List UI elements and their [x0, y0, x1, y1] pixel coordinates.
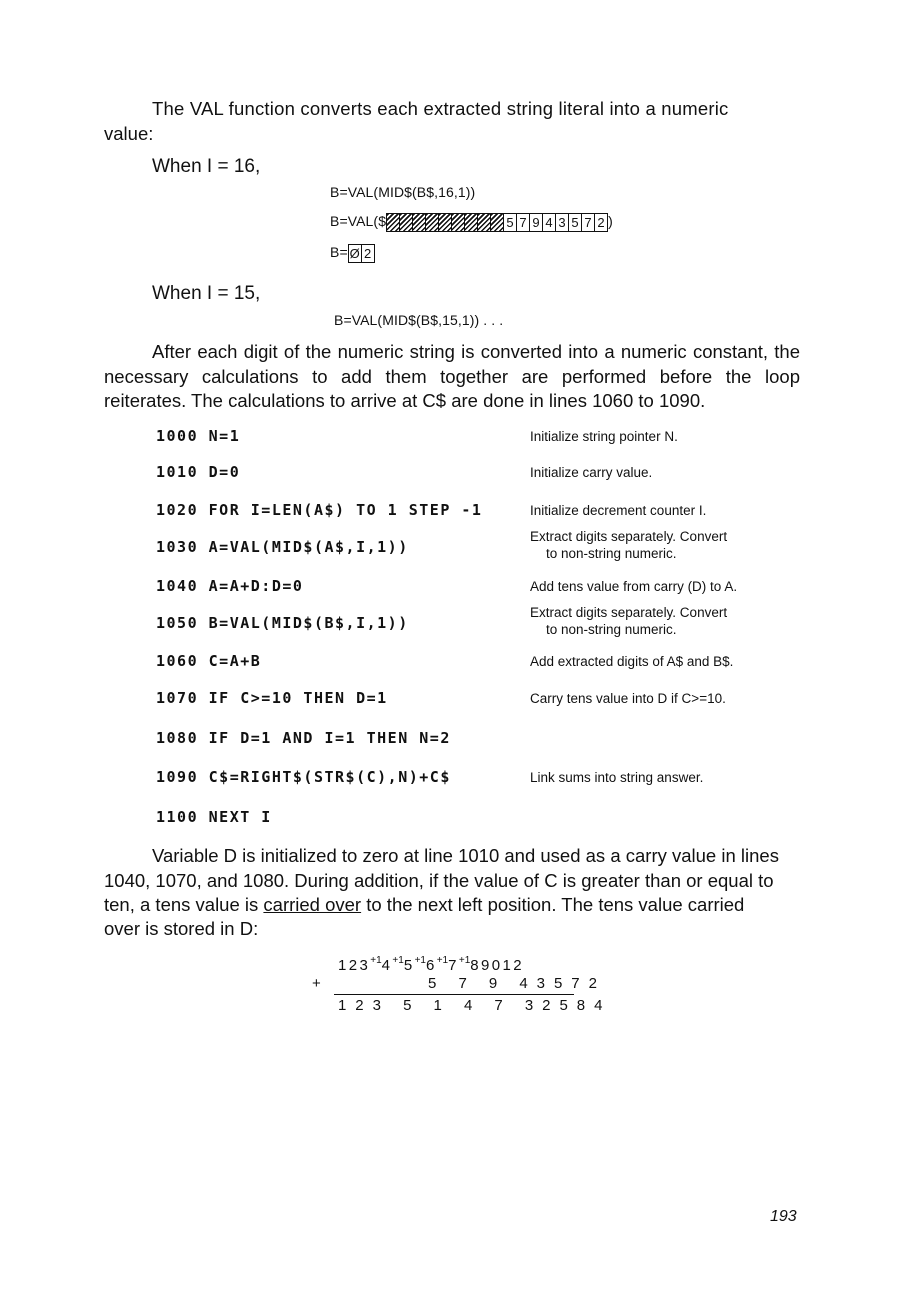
- program-line: 1030 A=VAL(MID$(A$,I,1)): [156, 538, 409, 556]
- carried-over-underlined: carried over: [263, 894, 362, 915]
- comment-line: Extract digits separately. Convert: [530, 529, 728, 544]
- program-line: 1020 FOR I=LEN(A$) TO 1 STEP -1: [156, 501, 483, 519]
- digit-box: 9: [530, 214, 543, 231]
- equation-1: B=VAL(MID$(B$,16,1)): [330, 184, 476, 200]
- digit-box: 2: [364, 246, 372, 261]
- program-comment: [530, 690, 785, 707]
- program-comment: [530, 464, 785, 481]
- sum-row-3: 1 2 3 5 1 4 7 3 2 5 8 4: [338, 997, 605, 1014]
- program-line: 1100 NEXT I: [156, 808, 272, 826]
- digit-box: 5: [569, 214, 582, 231]
- para3-line-1: Variable D is initialized to zero at line 1010 and used as a carry value in lines: [152, 845, 779, 866]
- digit-box: [439, 214, 452, 231]
- equation-3-prefix: B=: [330, 244, 348, 261]
- program-comment: [530, 769, 785, 786]
- digit-boxes-b: [386, 213, 608, 232]
- sum-digit: 1: [338, 957, 349, 974]
- digit-box: [491, 214, 504, 231]
- digit-box: [387, 214, 400, 231]
- sum-row-2: 5 7 9 4 3 5 7 2: [428, 975, 600, 992]
- equation-3: [330, 244, 375, 263]
- sum-plus-sign: +: [312, 975, 324, 992]
- digit-box: [413, 214, 426, 231]
- program-comment: [530, 653, 785, 670]
- sum-rule: [334, 994, 574, 995]
- program-line: 1060 C=A+B: [156, 652, 262, 670]
- intro-line-2: value:: [104, 123, 154, 144]
- digit-box: [426, 214, 439, 231]
- digit-box: Ø: [349, 246, 360, 261]
- digit-box: 7: [517, 214, 530, 231]
- digit-box: [465, 214, 478, 231]
- when-i-15-label: When I = 15,: [152, 283, 261, 304]
- para3-line-4: over is stored in D:: [104, 918, 259, 939]
- comment-line: Add extracted digits of A$ and B$.: [530, 654, 734, 669]
- program-line: 1010 D=0: [156, 463, 241, 481]
- carry-mark: +1: [414, 955, 426, 966]
- carry-mark: +1: [436, 955, 449, 966]
- comment-line: Extract digits separately. Convert: [530, 605, 728, 620]
- program-comment: [530, 528, 785, 562]
- carry-mark: +1: [370, 955, 382, 966]
- comment-line: to non-string numeric.: [546, 546, 677, 561]
- program-line: 1090 C$=RIGHT$(STR$(C),N)+C$: [156, 768, 451, 786]
- comment-line: Add tens value from carry (D) to A.: [530, 579, 738, 594]
- intro-line-1: The VAL function converts each extracted string literal into a numeric: [152, 98, 729, 119]
- page-number: 193: [770, 1208, 797, 1225]
- digit-box: 5: [504, 214, 517, 231]
- paragraph-after-digit: After each digit of the numeric string is converted into a numeric constant, the necessary calculations to add them together are performed before the loop reiterates. The calculations to arrive at C$ are done in lines 1060 to 1090.: [104, 341, 800, 411]
- comment-line: Link sums into string answer.: [530, 770, 704, 785]
- equation-4: B=VAL(MID$(B$,15,1)) . . .: [334, 312, 504, 328]
- digit-box: 2: [597, 215, 605, 230]
- carry-mark: +1: [392, 955, 404, 966]
- digit-box: [478, 214, 491, 231]
- equation-2: [330, 213, 613, 232]
- program-line: 1040 A=A+D:D=0: [156, 577, 304, 595]
- sum-digit: 8: [470, 957, 482, 974]
- sum-digit: 6: [425, 957, 437, 974]
- digit-box: 4: [543, 214, 556, 231]
- equation-2-suffix: ): [608, 213, 613, 230]
- comment-line: Initialize decrement counter I.: [530, 503, 707, 518]
- when-i-16-label: When I = 16,: [152, 156, 261, 177]
- para3-line-3: [104, 894, 744, 916]
- comment-line: Carry tens value into D if C>=10.: [530, 691, 726, 706]
- comment-line: to non-string numeric.: [546, 622, 677, 637]
- program-comment: [530, 578, 785, 595]
- digit-box: [400, 214, 413, 231]
- digit-boxes-result: [348, 244, 375, 263]
- sum-digit: 3: [359, 957, 371, 974]
- comment-line: Initialize string pointer N.: [530, 429, 678, 444]
- para3-line-3-a: ten, a tens value is: [104, 894, 264, 915]
- program-line: 1000 N=1: [156, 427, 241, 445]
- sum-digit: 0: [491, 957, 503, 974]
- program-comment: [530, 502, 785, 519]
- sum-digit: 1: [502, 957, 514, 974]
- digit-box: [452, 214, 465, 231]
- sum-digit: 2: [513, 957, 525, 974]
- sum-digit: 7: [448, 957, 459, 974]
- program-line: 1050 B=VAL(MID$(B$,I,1)): [156, 614, 409, 632]
- sum-digit: 2: [348, 957, 360, 974]
- sum-digit: 5: [403, 957, 415, 974]
- carry-mark: +1: [458, 955, 471, 966]
- sum-row-1: [338, 955, 524, 974]
- para3-line-2: 1040, 1070, and 1080. During addition, if the value of C is greater than or equal to: [104, 870, 774, 891]
- program-comment: [530, 604, 785, 638]
- program-line: 1070 IF C>=10 THEN D=1: [156, 689, 388, 707]
- digit-box: 3: [556, 214, 569, 231]
- equation-2-prefix: B=VAL($: [330, 213, 387, 230]
- comment-line: Initialize carry value.: [530, 465, 653, 480]
- para3-line-3-b: to the next left position. The tens value carried: [361, 894, 745, 915]
- program-comment: [530, 428, 785, 445]
- program-line: 1080 IF D=1 AND I=1 THEN N=2: [156, 729, 451, 747]
- digit-box: 7: [582, 214, 595, 231]
- sum-digit: 4: [381, 957, 393, 974]
- sum-digit: 9: [481, 957, 492, 974]
